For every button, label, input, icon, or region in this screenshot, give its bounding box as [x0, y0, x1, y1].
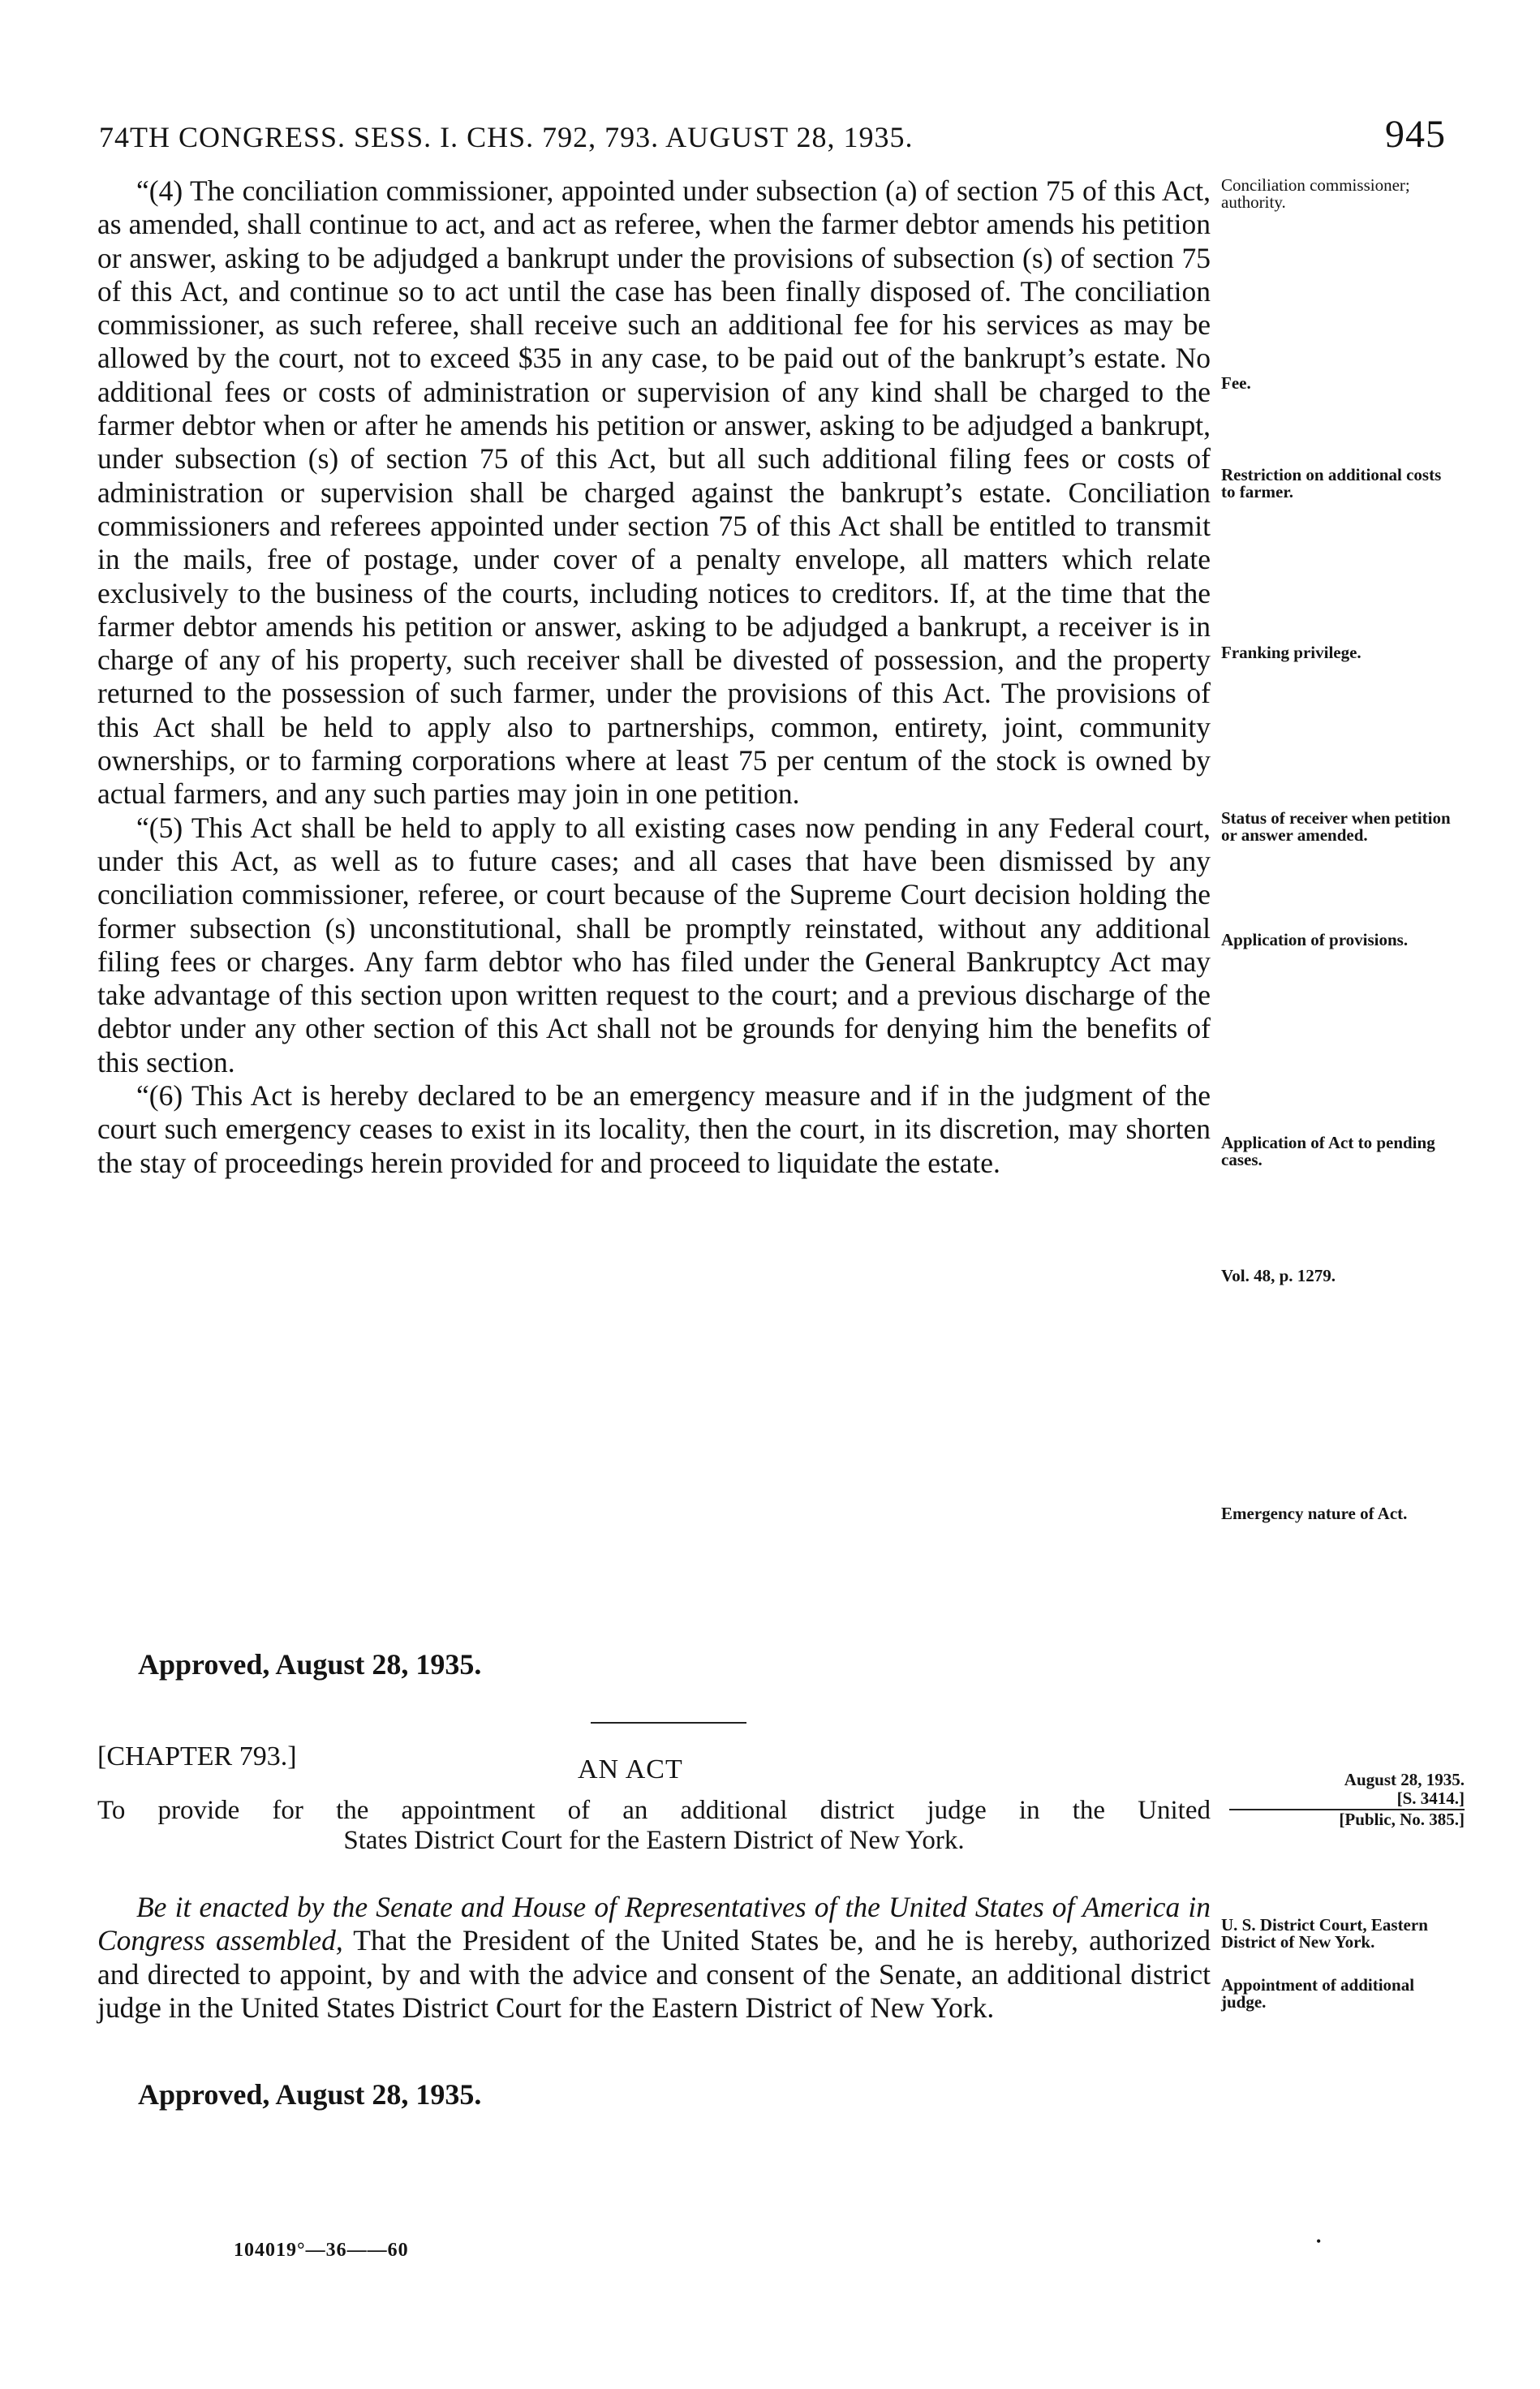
sidenote-application: Application of provisions. [1221, 930, 1409, 949]
paragraph-4: “(4) The conciliation commissioner, appointed under subsection (a) of section 75 of this Act, as amended, shall continue to act, and act as referee, when the farmer debtor amends his petition or answer, asking to be adjudged a bankrupt under the provisions of subsection (s) of section 75 of this Act, and continue so to act until the case has been finally disposed of. The conciliation commissioner, as such referee, shall receive such an additional fee for his services as may be allowed by the court, not to exceed $35 in any case, to be paid out of the bankrupt’s estate. No additional fees or costs of administration or supervision of any kind shall be charged to the farmer debtor when or after he amends his petition or answer, asking to be adjudged a bankrupt, under subsection (s) of section 75 of this Act, but all such additional filing fees or costs of administration or supervision shall be charged against the bankrupt’s estate. Conciliation commissioners and referees appointed under section 75 of this Act shall be entitled to transmit in the mails, free of postage, under cover of a penalty envelope, all matters which relate exclusively to the business of the courts, including notices to creditors. If, at the time that the farmer debtor amends his petition or answer, asking to be adjudged a bankrupt, a receiver is in charge of any of his property, such receiver shall be divested of possession, and the property returned to the possession of such farmer, under the provisions of this Act. The provisions of this Act shall be held to apply also to partnerships, common, entirety, joint, community ownerships, or to farming corporations where at least 75 per centum of the stock is owned by actual farmers, and any such parties may join in one petition. [97, 174, 1211, 811]
sidenote-conciliation: Conciliation commissioner; authority. [1221, 175, 1410, 212]
act-heading: AN ACT [578, 1754, 683, 1784]
act-public-number: [Public, No. 385.] [1339, 1810, 1465, 1829]
chapter-label: [CHAPTER 793.] [97, 1741, 297, 1771]
enacting-clause: Be it enacted by the Senate and House of Representatives of the United States of America in Congress assembled, [97, 1891, 1211, 1957]
act-title-line-1: To provide for the appointment of an additional district judge in the United [97, 1796, 1211, 1825]
enactment [97, 1891, 1211, 2025]
sidenote-franking: Franking privilege. [1221, 643, 1361, 662]
page-number: 945 [1385, 113, 1446, 156]
sidenote-court: U. S. District Court, Eastern District of New York. [1221, 1915, 1428, 1952]
sidenote-pending: Application of Act to pending cases. [1221, 1133, 1435, 1169]
running-head: 74TH CONGRESS. SESS. I. CHS. 792, 793. AUGUST 28, 1935. [99, 121, 914, 153]
sidenote-fee: Fee. [1221, 373, 1251, 393]
enactment-paragraph [97, 1891, 1211, 2025]
act-title-line-2: States District Court for the Eastern District of New York. [343, 1826, 965, 1855]
approved-date-2: Approved, August 28, 1935. [138, 2078, 482, 2111]
sidenote-vol: Vol. 48, p. 1279. [1221, 1266, 1336, 1285]
enactment-text: That the President of the United States be, and he is hereby, authorized and directed to appoint, by and with the advice and consent of the Senate, an additional district judge in the United States District Court for the Eastern District of New York. [97, 1924, 1211, 2024]
act-bill-number: [S. 3414.] [1229, 1789, 1465, 1810]
paragraph-5: “(5) This Act shall be held to apply to all existing cases now pending in any Federal court, under this Act, as well as to future cases; and all cases that have been dismissed by any conciliation commissioner, referee, or court because of the Supreme Court decision holding the former subsection (s) unconstitutional, shall be promptly reinstated, without any additional filing fees or charges. Any farm debtor who has filed under the General Bankruptcy Act may take advantage of this section upon written request to the court; and a previous discharge of the debtor under any other section of this Act shall not be grounds for denying him the benefits of this section. [97, 811, 1211, 1078]
act-metadata [1229, 1771, 1465, 1829]
chapter-divider [591, 1722, 746, 1724]
printing-code: 104019°—36——60 [234, 2240, 409, 2261]
sidenote-judge: Appointment of additional judge. [1221, 1975, 1415, 2012]
sidenote-emergency: Emergency nature of Act. [1221, 1504, 1408, 1523]
paragraph-6: “(6) This Act is hereby declared to be an emergency measure and if in the judgment of the court such emergency ceases to exist in its locality, then the court, in its discretion, may shorten the stay of proceedings herein provided for and proceed to liquidate the estate. [97, 1079, 1211, 1179]
act-date: August 28, 1935. [1344, 1770, 1465, 1789]
section-text [97, 174, 1211, 1180]
sidenote-receiver: Status of receiver when petition or answer amended. [1221, 808, 1451, 845]
approved-date-1: Approved, August 28, 1935. [138, 1648, 482, 1681]
act-title [97, 1796, 1211, 1856]
sidenote-restriction: Restriction on additional costs to farmer. [1221, 465, 1442, 501]
running-header [99, 112, 1446, 161]
ink-dot: • [1316, 2233, 1322, 2249]
